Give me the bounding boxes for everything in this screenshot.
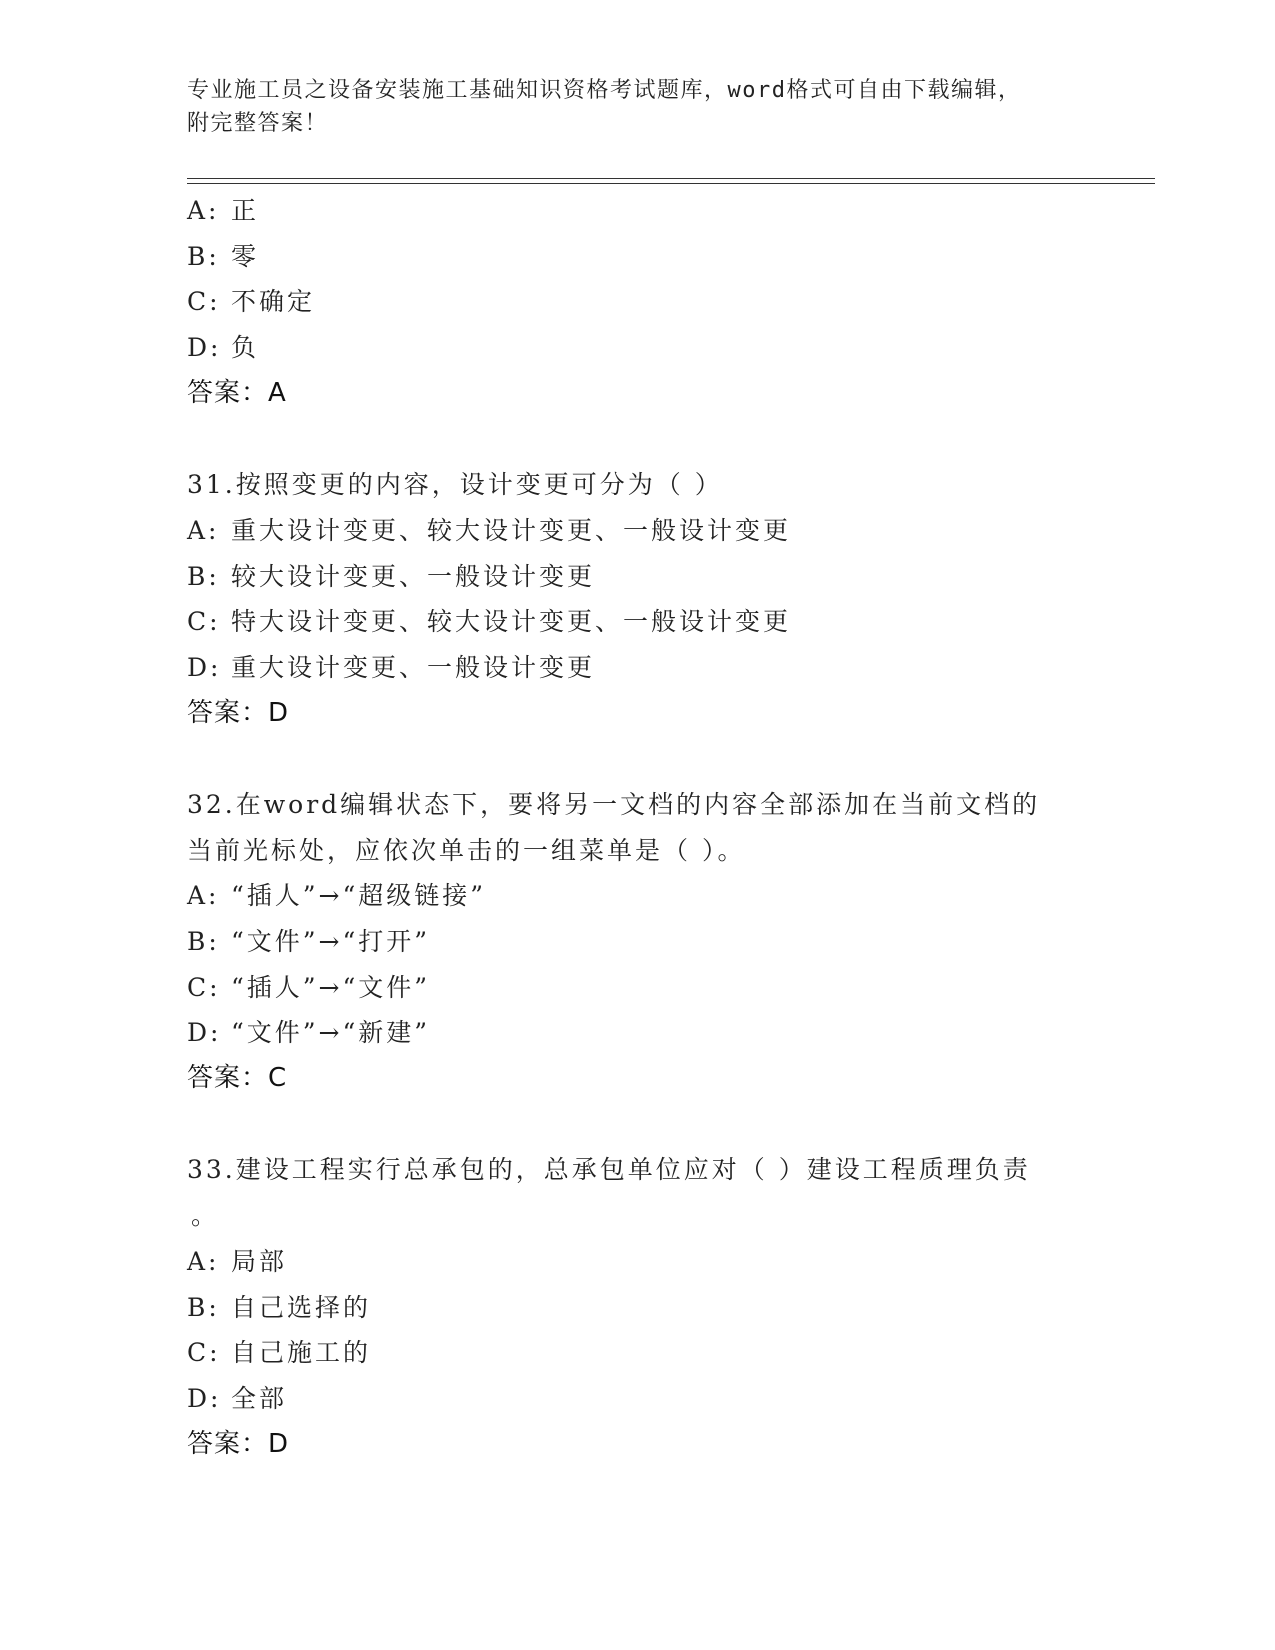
question-text-line-1: 33.建设工程实行总承包的，总承包单位应对（ ）建设工程质理负责 <box>187 1155 1031 1185</box>
question-text-line-2: 当前光标处，应依次单击的一组菜单是（ ）。 <box>187 835 746 865</box>
question-block-33 <box>187 1147 1087 1467</box>
option-c: C: “插人”→“文件” <box>187 972 431 1002</box>
option-c: C: 特大设计变更、较大设计变更、一般设计变更 <box>187 607 792 637</box>
header-line-1: 专业施工员之设备安装施工基础知识资格考试题库，word格式可自由下载编辑， <box>187 78 1022 103</box>
document-header <box>187 74 1067 140</box>
question-block-31 <box>187 462 1087 736</box>
question-text-line-1: 32.在word编辑状态下，要将另一文档的内容全部添加在当前文档的 <box>187 789 1041 819</box>
option-b: B: 零 <box>187 241 260 271</box>
answer-line: 答案：C <box>187 1063 288 1094</box>
question-text-line-2: 。 <box>191 1201 217 1231</box>
option-d: D: 重大设计变更、一般设计变更 <box>187 652 596 682</box>
header-divider-bottom <box>187 183 1155 184</box>
option-c: C: 自己施工的 <box>187 1338 372 1368</box>
option-a: A: 正 <box>187 196 260 225</box>
option-b: B: 较大设计变更、一般设计变更 <box>187 561 596 591</box>
answer-line: 答案：A <box>187 377 287 408</box>
question-block-32 <box>187 782 1087 1102</box>
header-divider-top <box>187 178 1155 179</box>
option-c: C: 不确定 <box>187 287 316 317</box>
header-line-2: 附完整答案！ <box>187 111 329 136</box>
answer-line: 答案：D <box>187 1428 290 1459</box>
question-list <box>187 188 1087 1467</box>
option-d: D: 全部 <box>187 1383 288 1413</box>
question-text: 31.按照变更的内容，设计变更可分为（ ） <box>187 470 723 500</box>
answer-line: 答案：D <box>187 697 290 728</box>
option-a: A: 重大设计变更、较大设计变更、一般设计变更 <box>187 515 792 545</box>
option-a: A: “插人”→“超级链接” <box>187 881 487 911</box>
option-a: A: 局部 <box>187 1246 288 1276</box>
option-b: B: 自己选择的 <box>187 1292 372 1322</box>
option-b: B: “文件”→“打开” <box>187 927 431 956</box>
question-block-30 <box>187 188 1087 416</box>
option-d: D: “文件”→“新建” <box>187 1018 431 1048</box>
option-d: D: 负 <box>187 333 260 363</box>
